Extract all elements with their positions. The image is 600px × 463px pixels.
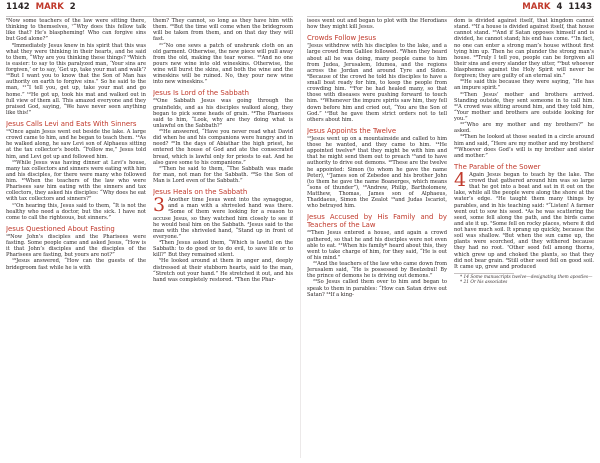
footnote-rule bbox=[454, 273, 514, 274]
right-header-rule bbox=[307, 16, 594, 17]
paragraph: ⁴Then Jesus asked them, “Which is lawful on the Sabbath: to do good or to do evil, to save life or to kill?” But they remained silent. bbox=[153, 240, 293, 259]
section-heading: Jesus Questioned About Fasting bbox=[6, 224, 115, 233]
section-heading: Jesus Calls Levi and Eats With Sinners bbox=[6, 120, 137, 128]
paragraph: ²¹“No one sews a patch of unshrunk cloth on an old garment. Otherwise, the new piece will pull away from the old, making the tear worse. ²²And no one pours new wine into old wineskins. Otherwise, the wine will burst the skins, and both the wine and the wineskins will be ruined. No, they pour new wine into new wineskins.” bbox=[153, 42, 293, 86]
paragraph: ²⁰Then Jesus entered a house, and again a crowd gathered, so that he and his disciples were not even able to eat. ²¹When his family* heard about this, they went to take charge of him, for they said, “He is out of his mind.” bbox=[307, 230, 447, 261]
section-heading: Jesus Heals on the Sabbath bbox=[153, 188, 248, 197]
paragraph: ¹⁹Jesus answered, “How can the guests of the bridegroom fast while he is with bbox=[6, 258, 146, 271]
paragraph: ²⁵He answered, “Have you never read what David did when he and his companions were hungry and in need? ²⁶In the days of Abiathar the high priest, he entered the house of God and ate the consecrated bread, which is lawful only for priests to eat. And he also gave some to his companions.” bbox=[153, 129, 293, 166]
paragraph: ²²And the teachers of the law who came down from Jerusalem said, “He is possessed by Beelzebul! By the prince of demons he is driving out demons.” bbox=[307, 261, 447, 280]
left-book-name: MARK bbox=[35, 2, 64, 12]
paragraph: ⁵He looked around at them in anger and, deeply distressed at their stubborn hearts, said to the man, “Stretch out your hand.” He stretched it out, and his hand was completely restored. ⁶Then the Phar- bbox=[153, 258, 293, 283]
column-4 bbox=[454, 18, 594, 456]
paragraph: ⁷Jesus withdrew with his disciples to the lake, and a large crowd from Galilee followed. ⁸When they heard about all he was doing, many people came to him from Judea, Jerusalem, Idumea, and the regions across the Jordan and around Tyre and Sidon. ⁹Because of the crowd he told his disciples to have a small boat ready for him, to keep the people from crowding him. ¹⁰For he had healed many, so that those with diseases were pushing forward to touch him. ¹¹Whenever the impure spirits saw him, they fell down before him and cried out, “You are the Son of God.” ¹²But he gave them strict orders not to tell others about him. bbox=[307, 43, 447, 123]
section-heading: Jesus Appoints the Twelve bbox=[307, 126, 397, 135]
paragraph-text: Again Jesus began to teach by the lake. The crowd that gathered around him was so large that he got into a boat and sat in it out on the lake, while all the people were along the shore at the water’s edge. ²He taught them many things by parables, and in his teaching said: ³“Listen! A farmer went out to sow his seed. ⁴As he was scattering the seed, some fell along the path, and the birds came and ate it up. ⁵Some fell on rocky places, where it did not have much soil. It sprang up quickly, because the soil was shallow. ⁶But when the sun came up, the plants were scorched, and they withered because they had no root. ⁷Other seed fell among thorns, which grew up and choked the plants, so that they did not bear grain. ⁸Still other seed fell on good soil. It came up, grew and produced bbox=[454, 171, 594, 270]
paragraph: ¹³Once again Jesus went out beside the lake. A large crowd came to him, and he began to teach them. ¹⁴As he walked along, he saw Levi son of Alphaeus sitting at the tax collector’s booth. “Follow me,” Jesus told him, and Levi got up and followed him. bbox=[6, 129, 146, 160]
paragraph: ³³“Who are my mother and my brothers?” he asked. bbox=[454, 122, 594, 135]
paragraph: ⁶Now some teachers of the law were sitting there, thinking to themselves, ⁷“Why does this fellow talk like that? He’s blaspheming! Who can forgive sins but God alone?” bbox=[6, 18, 146, 43]
footnote: * 14 Some manuscripts twelve—designating them apostles— bbox=[460, 274, 593, 280]
section-heading: Jesus Accused by His Family and by Teachers of the Law bbox=[307, 213, 447, 230]
paragraph: ¹⁵While Jesus was having dinner at Levi’s house, many tax collectors and sinners were eating with him and his disciples, for there were many who followed him. ¹⁶When the teachers of the law who were Pharisees saw him eating with the sinners and tax collectors, they asked his disciples: “Why does he eat with tax collectors and sinners?” bbox=[6, 159, 146, 203]
right-chapter-number: 4 bbox=[556, 2, 563, 12]
column-2 bbox=[153, 18, 293, 456]
footnote: * 21 Or his associates bbox=[460, 280, 508, 286]
left-page-number: 1142 bbox=[6, 2, 30, 12]
chapter-paragraph bbox=[153, 194, 293, 240]
paragraph: ¹⁸Now John’s disciples and the Pharisees were fasting. Some people came and asked Jesus, “How is it that John’s disciples and the disciples of the Pharisees are fasting, but yours are not?” bbox=[6, 233, 146, 259]
paragraph: dom is divided against itself, that kingdom cannot stand. ²⁵If a house is divided against itself, that house cannot stand. ²⁶And if Satan opposes himself and is divided, he cannot stand; his end has come. ²⁷In fact, no one can enter a strong man’s house without first tying him up. Then he can plunder the strong man’s house. ²⁸Truly I tell you, people can be forgiven all their sins and every slander they utter, ²⁹but whoever blasphemes against the Holy Spirit will never be forgiven; they are guilty of an eternal sin.” bbox=[454, 18, 594, 80]
chapter-drop-cap: 4 bbox=[454, 168, 467, 191]
section-heading: Jesus Is Lord of the Sabbath bbox=[153, 89, 249, 98]
left-page-header bbox=[6, 2, 76, 16]
chapter-paragraph bbox=[454, 168, 594, 270]
column-1 bbox=[6, 18, 146, 456]
left-chapter-number: 2 bbox=[69, 2, 76, 12]
right-page-number: 1143 bbox=[568, 2, 592, 12]
page-gutter bbox=[300, 20, 301, 458]
paragraph: ⁸Immediately Jesus knew in his spirit that this was what they were thinking in their hearts, and he said to them, “Why are you thinking these things? ⁹Which is easier: to say to this paralyzed man, ‘Your sins are forgiven,’ or to say, ‘Get up, take your mat and walk’? ¹⁰But I want you to know that the Son of Man has authority on earth to forgive sins.” So he said to the man, ¹¹“I tell you, get up, take your mat and go home.” ¹²He got up, took his mat and walked out in full view of them all. This amazed everyone and they praised God, saying, “We have never seen anything like this!” bbox=[6, 42, 146, 116]
paragraph: ¹⁷On hearing this, Jesus said to them, “It is not the healthy who need a doctor, but the sick. I have not come to call the righteous, but sinners.” bbox=[6, 202, 146, 221]
paragraph-text: Another time Jesus went into the synagogue, and a man with a shriveled hand was there. ²Some of them were looking for a reason to accuse Jesus, so they watched him closely to see if he would heal him on the Sabbath. ³Jesus said to the man with the shriveled hand, “Stand up in front of everyone.” bbox=[153, 197, 293, 240]
paragraph: them? They cannot, so long as they have him with them. ²⁰But the time will come when the bridegroom will be taken from them, and on that day they will fast. bbox=[153, 18, 293, 43]
paragraph: ²⁷Then he said to them, “The Sabbath was made for man, not man for the Sabbath. ²⁸So the Son of Man is Lord even of the Sabbath.” bbox=[153, 165, 293, 184]
chapter-drop-cap: 3 bbox=[153, 194, 166, 217]
section-heading: The Parable of the Sower bbox=[454, 162, 541, 171]
paragraph: ³⁴Then he looked at those seated in a circle around him and said, “Here are my mother and my brothers! ³⁵Whoever does God’s will is my brother and sister and mother.” bbox=[454, 134, 594, 159]
paragraph: ³¹Then Jesus’ mother and brothers arrived. Standing outside, they sent someone in to call him. ³²A crowd was sitting around him, and they told him, “Your mother and brothers are outside looking for you.” bbox=[454, 91, 594, 122]
paragraph: ²³One Sabbath Jesus was going through the grainfields, and as his disciples walked along, they began to pick some heads of grain. ²⁴The Pharisees said to him, “Look, why are they doing what is unlawful on the Sabbath?” bbox=[153, 98, 293, 129]
paragraph: ¹³Jesus went up on a mountainside and called to him those he wanted, and they came to him. ¹⁴He appointed twelve* that they might be with him and that he might send them out to preach ¹⁵and to have authority to drive out demons. ¹⁶These are the twelve he appointed: Simon (to whom he gave the name Peter), ¹⁷James son of Zebedee and his brother John (to them he gave the name Boanerges, which means “sons of thunder”), ¹⁸Andrew, Philip, Bartholomew, Matthew, Thomas, James son of Alphaeus, Thaddaeus, Simon the Zealot ¹⁹and Judas Iscariot, who betrayed him. bbox=[307, 135, 447, 210]
section-heading: Crowds Follow Jesus bbox=[307, 34, 377, 43]
paragraph: ²³So Jesus called them over to him and began to speak to them in parables: “How can Satan drive out Satan? ²⁴If a king- bbox=[307, 279, 447, 298]
column-3 bbox=[307, 18, 447, 456]
right-page-header bbox=[519, 2, 592, 16]
right-book-name: MARK bbox=[522, 2, 551, 12]
paragraph: isees went out and began to plot with the Herodians how they might kill Jesus. bbox=[307, 18, 447, 31]
left-header-rule bbox=[6, 16, 293, 17]
paragraph: ³⁰He said this because they were saying, “He has an impure spirit.” bbox=[454, 79, 594, 92]
